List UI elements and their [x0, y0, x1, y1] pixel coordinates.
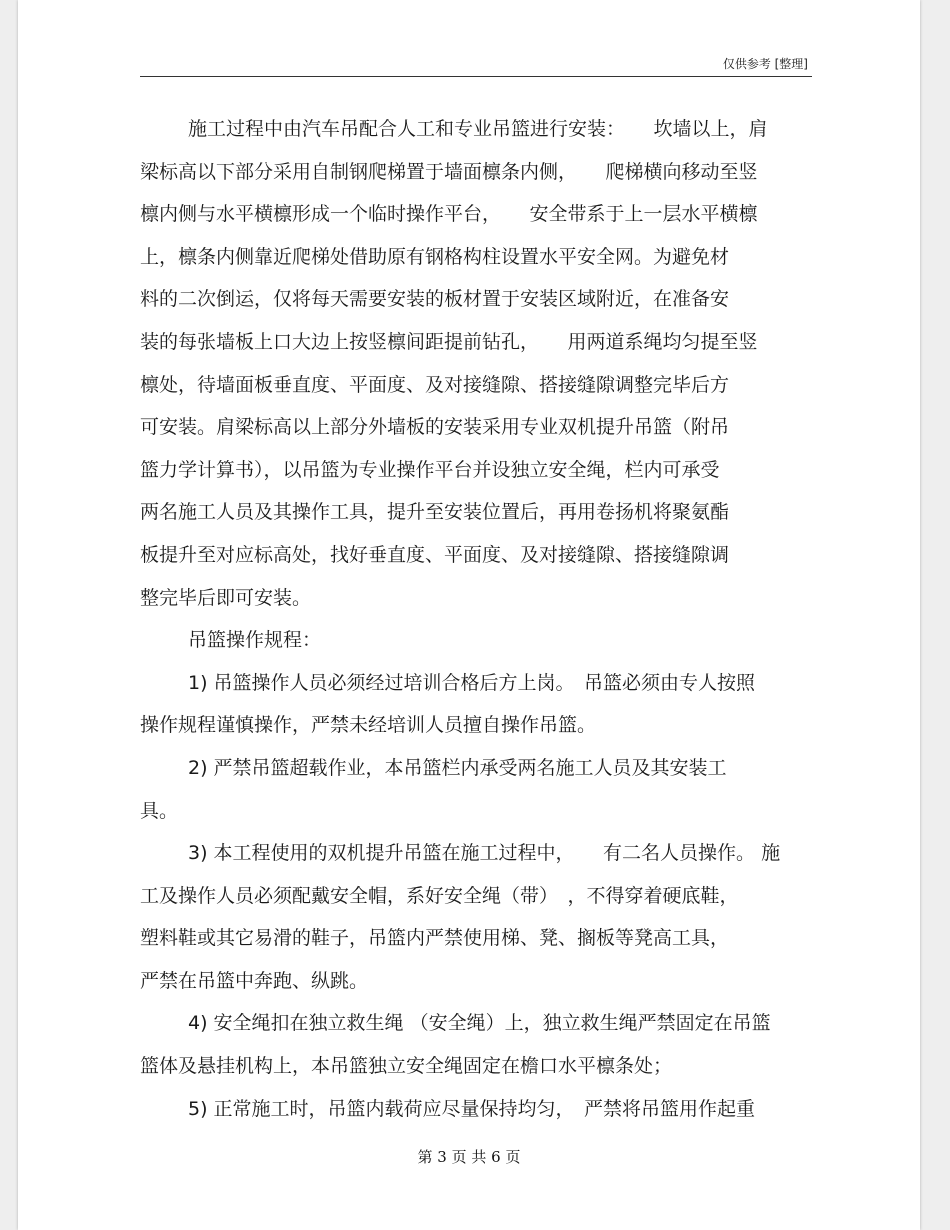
paragraph-line: 整完毕后即可安装。	[140, 586, 312, 609]
rule-item-2: 2) 严禁吊篮超载作业，本吊篮栏内承受两名施工人员及其安装工	[188, 756, 727, 779]
paragraph-line: 施工过程中由汽车吊配合人工和专业吊篮进行安装： 坎墙以上，肩	[188, 118, 768, 140]
page-header: 仅供参考 [整理]	[722, 57, 808, 71]
paragraph-line: 严禁在吊篮中奔跑、纵跳。	[140, 969, 369, 992]
paragraph-line: 工及操作人员必须配戴安全帽，系好安全绳（带） ，不得穿着硬底鞋，	[140, 884, 739, 907]
paragraph-line: 塑料鞋或其它易滑的鞋子，吊篮内严禁使用梯、凳、搁板等凳高工具，	[140, 927, 730, 950]
paragraph-line: 可安装。肩梁标高以上部分外墙板的安装采用专业双机提升吊篮（附吊	[140, 416, 730, 439]
paragraph-line: 檩处，待墙面板垂直度、平面度、及对接缝隙、搭接缝隙调整完毕后方	[140, 373, 730, 396]
paragraph-line: 装的每张墙板上口大边上按竖檩间距提前钻孔， 用两道系绳均匀提至竖	[140, 330, 758, 353]
paragraph-line: 板提升至对应标高处，找好垂直度、平面度、及对接缝隙、搭接缝隙调	[140, 543, 730, 566]
rule-item-5: 5) 正常施工时，吊篮内载荷应尽量保持均匀， 严禁将吊篮用作起重	[188, 1097, 756, 1120]
paragraph-line: 上，檩条内侧靠近爬梯处借助原有钢格构柱设置水平安全网。为避免材	[140, 245, 730, 268]
document-page	[18, 0, 920, 1230]
header-rule	[140, 76, 812, 77]
document-body	[140, 108, 820, 1130]
paragraph-line: 两名施工人员及其操作工具，提升至安装位置后，再用卷扬机将聚氨酯	[140, 501, 730, 524]
paragraph-line: 篮体及悬挂机构上，本吊篮独立安全绳固定在檐口水平檩条处；	[140, 1055, 673, 1078]
page-footer: 第 3 页 共 6 页	[417, 1148, 521, 1166]
rule-item-3: 3) 本工程使用的双机提升吊篮在施工过程中， 有二名人员操作。 施	[188, 842, 781, 865]
paragraph-line: 操作规程谨慎操作，严禁未经培训人员擅自操作吊篮。	[140, 714, 597, 737]
paragraph-line: 具。	[140, 799, 179, 822]
paragraph-line: 檩内侧与水平横檩形成一个临时操作平台， 安全带系于上一层水平横檩	[140, 203, 758, 226]
rule-item-4: 4) 安全绳扣在独立救生绳 （安全绳）上，独立救生绳严禁固定在吊篮	[188, 1012, 771, 1035]
section-heading: 吊篮操作规程：	[188, 629, 322, 652]
paragraph-line: 篮力学计算书），以吊篮为专业操作平台并设独立安全绳，栏内可承受	[140, 458, 720, 481]
paragraph-line: 料的二次倒运，仅将每天需要安装的板材置于安装区域附近，在准备安	[140, 288, 730, 311]
paragraph-line: 梁标高以下部分采用自制钢爬梯置于墙面檩条内侧， 爬梯横向移动至竖	[140, 160, 758, 183]
rule-item-1: 1) 吊篮操作人员必须经过培训合格后方上岗。 吊篮必须由专人按照	[188, 671, 756, 694]
